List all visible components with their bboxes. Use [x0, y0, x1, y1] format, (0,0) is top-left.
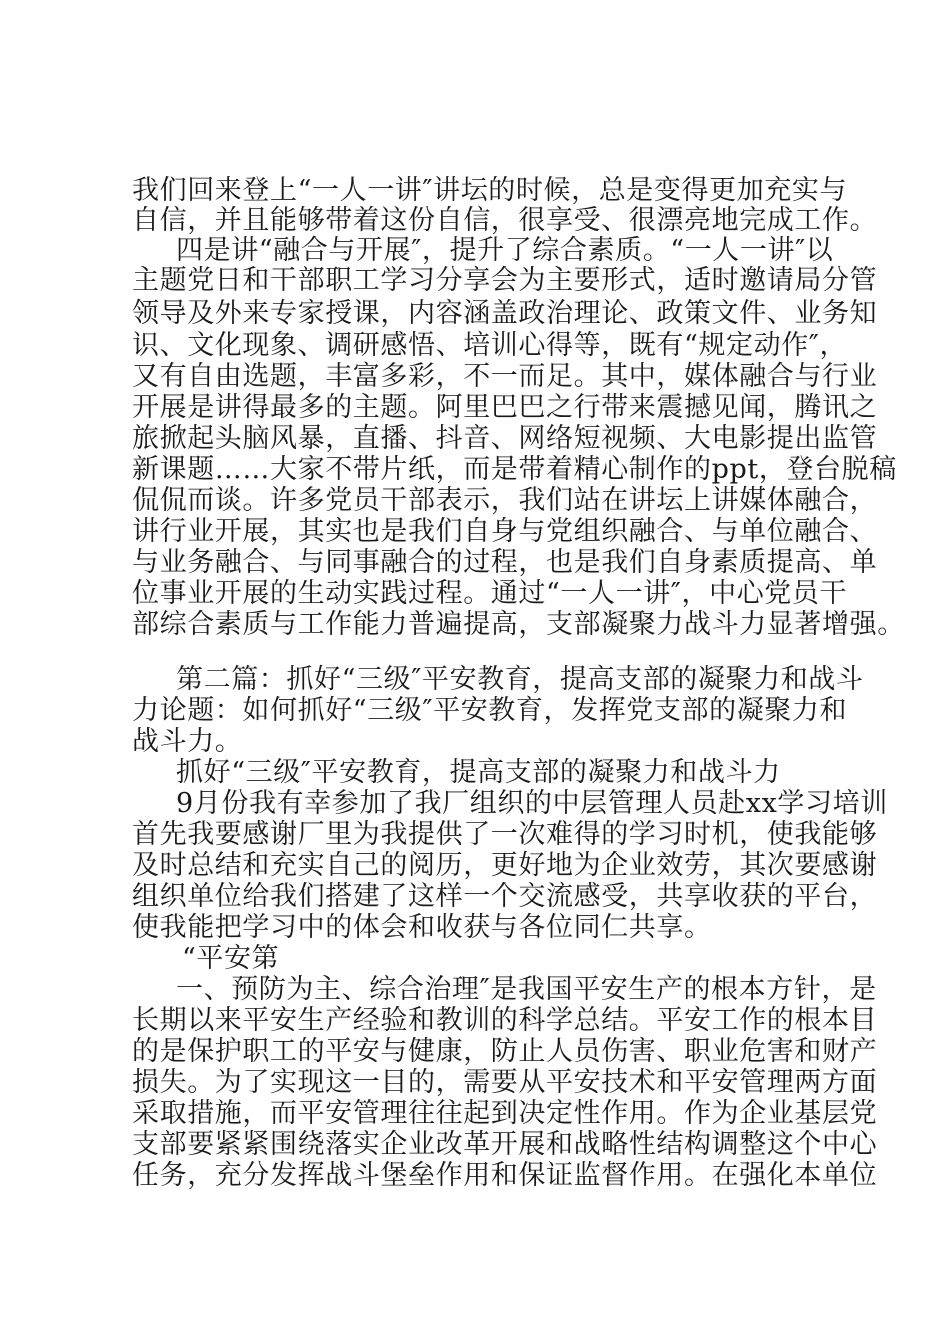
text-line: 与业务融合、与同事融合的过程，也是我们自身素质提高、单 — [132, 547, 878, 578]
paragraph-start-line: 四是讲“融合与开展″，提升了综合素质。“一人一讲″以 — [176, 235, 834, 266]
text-line: 损失。为了实现这一目的，需要从平安技术和平安管理两方面 — [132, 1067, 878, 1098]
text-line: 使我能把学习中的体会和收获与各位同仁共享。 — [132, 912, 712, 943]
paragraph-start-line: 9月份我有幸参加了我厂组织的中层管理人员赴xx学习培训 — [176, 788, 888, 819]
text-line: 长期以来平安生产经验和教训的科学总结。平安工作的根本目 — [132, 1005, 878, 1036]
section-title-line: 力论题：如何抓好“三级″平安教育，发挥党支部的凝聚力和 — [132, 695, 848, 726]
text-line: 旅掀起头脑风暴，直播、抖音、网络短视频、大电影提出监管 — [132, 423, 878, 454]
text-line: 识、文化现象、调研感悟、培训心得等，既有“规定动作″， — [132, 330, 848, 361]
section-title-line: 战斗力。 — [132, 726, 243, 757]
text-line: 新课题……大家不带片纸，而是带着精心制作的ppt，登台脱稿 — [132, 454, 897, 485]
text-line: 首先我要感谢厂里为我提供了一次难得的学习时机，使我能够 — [132, 819, 878, 850]
text-line: 讲行业开展，其实也是我们自身与党组织融合、与单位融合、 — [132, 516, 878, 547]
text-line: 我们回来登上“一人一讲″讲坛的时候，总是变得更加充实与 — [132, 175, 848, 206]
quote-fragment: “平安第 — [182, 943, 280, 974]
text-line: 组织单位给我们搭建了这样一个交流感受，共享收获的平台， — [132, 881, 878, 912]
text-line: 的是保护职工的平安与健康，防止人员伤害、职业危害和财产 — [132, 1036, 878, 1067]
text-line: 开展是讲得最多的主题。阿里巴巴之行带来震撼见闻，腾讯之 — [132, 392, 878, 423]
text-line: 采取措施，而平安管理往往起到决定性作用。作为企业基层党 — [132, 1098, 878, 1129]
text-line: 又有自由选题，丰富多彩，不一而足。其中，媒体融合与行业 — [132, 361, 878, 392]
section-title-line: 第二篇：抓好“三级″平安教育，提高支部的凝聚力和战斗 — [176, 664, 864, 695]
text-line: 侃侃而谈。许多党员干部表示，我们站在讲坛上讲媒体融合， — [132, 485, 878, 516]
text-line: 自信，并且能够带着这份自信，很享受、很漂亮地完成工作。 — [132, 205, 878, 236]
text-line: 部综合素质与工作能力普遍提高，支部凝聚力战斗力显著增强。 — [132, 609, 905, 640]
text-line: 任务，充分发挥战斗堡垒作用和保证监督作用。在强化本单位 — [132, 1160, 878, 1191]
text-line: 领导及外来专家授课，内容涵盖政治理论、政策文件、业务知 — [132, 298, 878, 329]
article-heading: 抓好“三级″平安教育，提高支部的凝聚力和战斗力 — [176, 757, 781, 788]
text-line: 位事业开展的生动实践过程。通过“一人一讲″，中心党员干 — [132, 578, 848, 609]
paragraph-start-line: 一、预防为主、综合治理″是我国平安生产的根本方针，是 — [176, 974, 877, 1005]
text-line: 及时总结和充实自己的阅历，更好地为企业效劳，其次要感谢 — [132, 850, 878, 881]
text-line: 支部要紧紧围绕落实企业改革开展和战略性结构调整这个中心 — [132, 1129, 878, 1160]
text-line: 主题党日和干部职工学习分享会为主要形式，适时邀请局分管 — [132, 265, 878, 296]
